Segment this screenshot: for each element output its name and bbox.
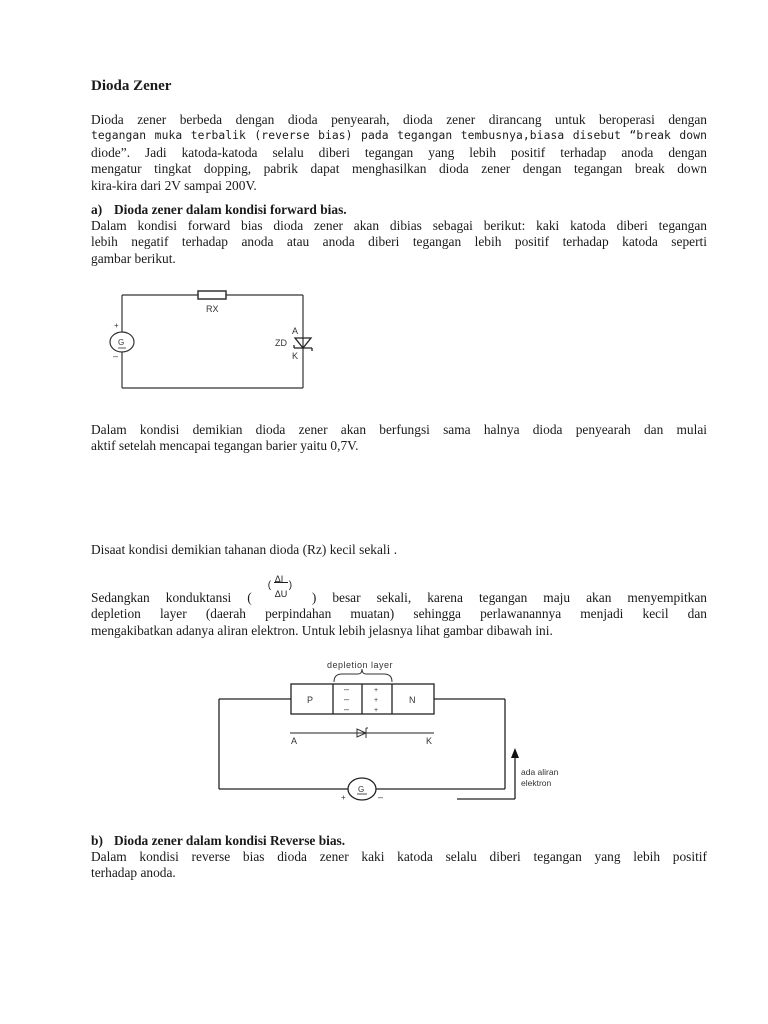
resistor-icon bbox=[198, 291, 226, 299]
positive-charge-3: + bbox=[374, 707, 379, 714]
conductance-line-1 bbox=[91, 574, 708, 606]
source-minus-label: – bbox=[113, 351, 119, 361]
source-plus-label: + bbox=[341, 793, 346, 802]
fraction-bar bbox=[274, 582, 288, 583]
forward-function-line-1: Dalam kondisi demikian dioda zener akan berfungsi sama halnya dioda penyearah dan mulai bbox=[91, 422, 707, 437]
conductance-suffix: ) besar sekali, karena tegangan maju akan menyempitkan bbox=[311, 590, 708, 605]
depletion-layer-label: depletion layer bbox=[327, 660, 394, 670]
anode-label: A bbox=[292, 326, 299, 336]
intro-line-3: diode”. Jadi katoda-katoda selalu diberi tegangan yang lebih positif terhadap anoda dengan bbox=[91, 144, 707, 160]
intro-paragraph bbox=[91, 112, 707, 194]
section-b-heading-text: Dioda zener dalam kondisi Reverse bias. bbox=[114, 833, 346, 848]
forward-bias-circuit-figure bbox=[100, 282, 330, 397]
conductance-prefix: Sedangkan konduktansi ( bbox=[91, 590, 252, 605]
section-a-line-2: lebih negatif terhadap anoda atau anoda diberi tegangan lebih positif terhadap katoda seperti bbox=[91, 234, 707, 250]
negative-charge-2: – bbox=[344, 694, 350, 704]
forward-function-line-2: aktif setelah mencapai tegangan barier yaitu 0,7V. bbox=[91, 438, 359, 454]
negative-charge-3: – bbox=[344, 704, 350, 714]
source-label: G bbox=[358, 785, 365, 794]
anode-label: A bbox=[291, 736, 298, 746]
section-a-line-1: Dalam kondisi forward bias dioda zener akan dibias sebagai berikut: kaki katoda diberi tegangan bbox=[91, 218, 707, 233]
cathode-label: K bbox=[426, 736, 433, 746]
intro-line-5: kira-kira dari 2V sampai 200V. bbox=[91, 177, 257, 193]
electron-flow-label-2: elektron bbox=[521, 778, 552, 788]
section-a-heading bbox=[91, 202, 347, 218]
page-title: Dioda Zener bbox=[91, 78, 172, 94]
fraction-close-paren: ) bbox=[288, 580, 293, 591]
depletion-brace-icon bbox=[334, 669, 392, 682]
intro-line-1: Dioda zener berbeda dengan dioda penyearah, dioda zener dirancang untuk beroperasi dengan bbox=[91, 112, 707, 127]
resistance-line: Disaat kondisi demikian tahanan dioda (Rz) kecil sekali . bbox=[91, 542, 398, 557]
section-a-heading-text: Dioda zener dalam kondisi forward bias. bbox=[114, 202, 347, 217]
diode-label: ZD bbox=[275, 338, 287, 348]
resistance-paragraph bbox=[91, 542, 707, 558]
section-b-number: b) bbox=[91, 833, 103, 848]
intro-line-2: tegangan muka terbalik (reverse bias) pada tegangan tembusnya,biasa disebut “break down bbox=[91, 129, 707, 143]
electron-flow-arrow-icon bbox=[511, 748, 519, 758]
p-region-label: P bbox=[307, 695, 314, 705]
n-region-label: N bbox=[409, 695, 416, 705]
section-a-number: a) bbox=[91, 202, 103, 217]
positive-charge-2: + bbox=[374, 697, 379, 704]
conductance-line-3: mengakibatkan adanya aliran elektron. Untuk lebih jelasnya lihat gambar dibawah ini. bbox=[91, 622, 553, 638]
intro-line-4: mengatur tingkat dopping, pabrik dapat menghasilkan dioda zener dengan tegangan break down bbox=[91, 161, 707, 177]
electron-flow-label-1: ada aliran bbox=[521, 767, 559, 777]
resistor-label: RX bbox=[206, 304, 219, 314]
section-a-paragraph bbox=[91, 218, 707, 267]
forward-function-paragraph bbox=[91, 422, 707, 455]
cathode-label: K bbox=[292, 351, 299, 361]
negative-charge-1: – bbox=[344, 684, 350, 694]
positive-charge-1: + bbox=[374, 687, 379, 694]
source-label: G bbox=[118, 338, 125, 347]
section-b-line-2: terhadap anoda. bbox=[91, 865, 176, 881]
source-plus-label: + bbox=[114, 321, 119, 330]
fraction-open-paren: ( bbox=[267, 580, 272, 591]
fraction-denominator: ΔU bbox=[274, 589, 288, 599]
section-b-heading bbox=[91, 833, 345, 849]
section-a-line-3: gambar berikut. bbox=[91, 250, 176, 266]
section-b-line-1: Dalam kondisi reverse bias dioda zener kaki katoda selalu diberi tegangan yang lebih positif bbox=[91, 849, 707, 864]
source-minus-label: – bbox=[378, 792, 384, 802]
conductance-fraction bbox=[267, 574, 296, 602]
conductance-paragraph bbox=[91, 574, 708, 639]
section-b-paragraph bbox=[91, 849, 707, 882]
fraction-numerator: ΔI bbox=[274, 574, 284, 584]
conductance-line-2: depletion layer (daerah perpindahan muatan) sehingga perlawanannya menjadi kecil dan bbox=[91, 606, 707, 622]
depletion-layer-circuit-figure bbox=[210, 652, 580, 812]
